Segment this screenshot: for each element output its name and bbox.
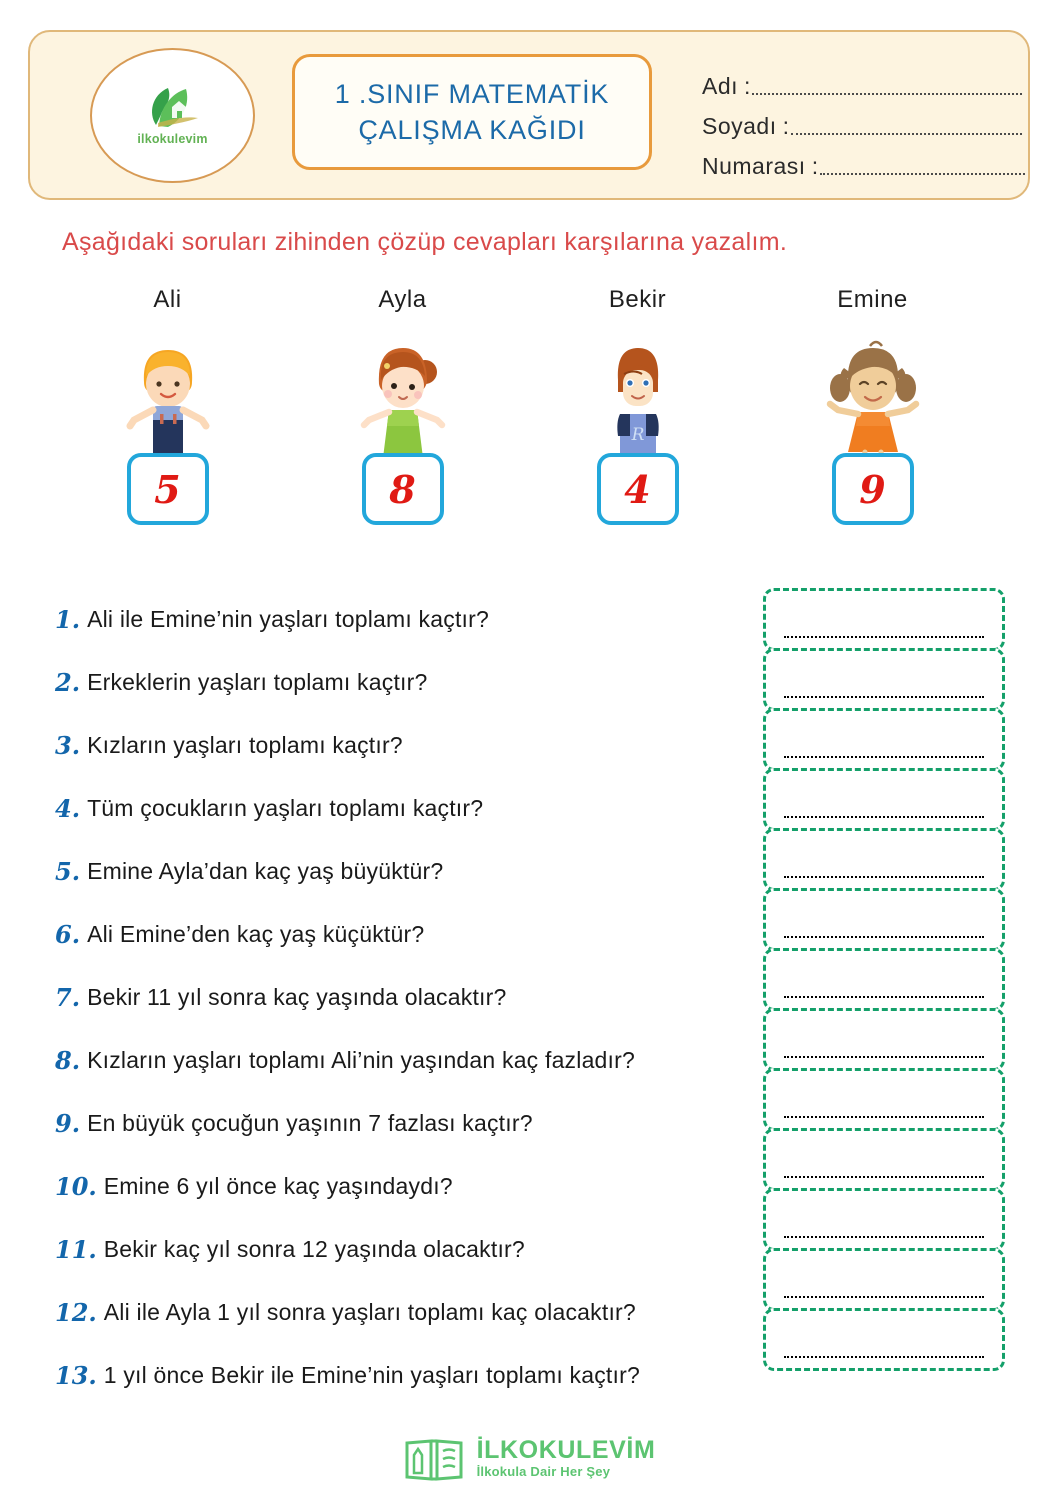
question-text: Tüm çocukların yaşları toplamı kaçtır? — [87, 795, 484, 821]
question-number: 10. — [55, 1172, 97, 1201]
footer-brand-title: İLKOKULEVİM — [476, 1436, 656, 1464]
brand-logo — [90, 48, 255, 183]
question-text: Ali ile Ayla 1 yıl sonra yaşları toplamı kaç olacaktır? — [103, 1299, 636, 1325]
answer-box[interactable] — [763, 1248, 1005, 1311]
brand-logo-text: ilkokulevim — [137, 132, 208, 146]
answer-box[interactable] — [763, 948, 1005, 1011]
number-field-row[interactable] — [702, 140, 1022, 180]
age-box-emine — [832, 453, 914, 525]
answer-box[interactable] — [763, 1068, 1005, 1131]
character-name-bekir: Bekir — [608, 286, 667, 313]
name-field-input[interactable] — [752, 93, 1022, 95]
characters-row — [50, 286, 990, 551]
answer-input[interactable] — [784, 1116, 984, 1118]
answer-input[interactable] — [784, 816, 984, 818]
question-number: 7. — [55, 983, 81, 1012]
surname-field-row[interactable] — [702, 100, 1022, 140]
age-box-bekir — [597, 453, 679, 525]
question-row — [55, 840, 755, 903]
question-text: Emine 6 yıl önce kaç yaşındaydı? — [103, 1173, 453, 1199]
number-field-input[interactable] — [820, 173, 1025, 175]
answer-box[interactable] — [763, 1008, 1005, 1071]
answer-input[interactable] — [784, 996, 984, 998]
question-text: Kızların yaşları toplamı Ali’nin yaşından kaç fazladır? — [87, 1047, 635, 1073]
number-field-colon: : — [811, 153, 819, 179]
age-value-ayla: 8 — [389, 466, 416, 512]
question-row — [55, 1218, 755, 1281]
worksheet-title-box — [292, 54, 652, 170]
answer-input[interactable] — [784, 1356, 984, 1358]
answer-box[interactable] — [763, 588, 1005, 651]
question-number: 8. — [55, 1046, 81, 1075]
name-field-colon: : — [744, 73, 751, 99]
character-illustration-ali — [120, 336, 216, 461]
answer-input[interactable] — [784, 696, 984, 698]
character-emine — [755, 286, 990, 551]
answer-box[interactable] — [763, 1128, 1005, 1191]
answer-box[interactable] — [763, 708, 1005, 771]
worksheet-header — [28, 30, 1030, 200]
question-text: 1 yıl önce Bekir ile Emine’nin yaşları toplamı kaçtır? — [103, 1362, 640, 1388]
question-row — [55, 966, 755, 1029]
answer-box[interactable] — [763, 648, 1005, 711]
question-number: 13. — [55, 1361, 97, 1390]
question-number: 12. — [55, 1298, 97, 1327]
question-row — [55, 714, 755, 777]
character-name-ayla: Ayla — [378, 286, 427, 313]
name-field-row[interactable] — [702, 60, 1022, 100]
question-number: 6. — [55, 920, 81, 949]
character-ayla — [285, 286, 520, 551]
surname-field-input[interactable] — [791, 133, 1022, 135]
number-field-label: Numarası — [702, 153, 806, 179]
character-ali — [50, 286, 285, 551]
age-value-emine: 9 — [859, 466, 886, 512]
question-number: 1. — [55, 605, 81, 634]
question-number: 4. — [55, 794, 81, 823]
answer-box[interactable] — [763, 1188, 1005, 1251]
page-title-line2: ÇALIŞMA KAĞIDI — [358, 115, 586, 145]
answer-input[interactable] — [784, 636, 984, 638]
question-row — [55, 1281, 755, 1344]
age-value-ali: 5 — [154, 466, 181, 512]
character-illustration-emine — [818, 336, 928, 461]
question-row — [55, 1092, 755, 1155]
question-number: 9. — [55, 1109, 81, 1138]
question-text: En büyük çocuğun yaşının 7 fazlası kaçtır? — [87, 1110, 533, 1136]
character-name-emine: Emine — [837, 286, 908, 313]
answer-box[interactable] — [763, 828, 1005, 891]
questions-and-answers — [55, 588, 1005, 1408]
answers-column — [763, 588, 1005, 1368]
answer-box[interactable] — [763, 1308, 1005, 1371]
question-text: Bekir 11 yıl sonra kaç yaşında olacaktır? — [87, 984, 507, 1010]
question-row — [55, 651, 755, 714]
footer-brand — [477, 1437, 656, 1481]
age-value-bekir: 4 — [624, 466, 651, 512]
question-text: Kızların yaşları toplamı kaçtır? — [87, 732, 403, 758]
character-name-ali: Ali — [153, 286, 182, 313]
questions-column — [55, 588, 755, 1407]
answer-input[interactable] — [784, 936, 984, 938]
footer-brand-subtitle: İlkokula Dair Her Şey — [476, 1464, 611, 1479]
svg-text:R: R — [631, 425, 644, 445]
open-book-pencil-icon — [403, 1435, 465, 1483]
answer-input[interactable] — [784, 1056, 984, 1058]
surname-field-colon: : — [782, 113, 789, 139]
character-illustration-ayla — [355, 336, 451, 461]
age-box-ayla — [362, 453, 444, 525]
question-row — [55, 1029, 755, 1092]
question-number: 3. — [55, 731, 81, 760]
answer-input[interactable] — [784, 1176, 984, 1178]
question-row — [55, 1155, 755, 1218]
instruction-text: Aşağıdaki soruları zihinden çözüp cevapları karşılarına yazalım. — [62, 228, 788, 256]
answer-box[interactable] — [763, 768, 1005, 831]
question-text: Ali Emine’den kaç yaş küçüktür? — [87, 921, 425, 947]
question-text: Bekir kaç yıl sonra 12 yaşında olacaktır? — [103, 1236, 525, 1262]
age-box-ali — [127, 453, 209, 525]
question-row — [55, 588, 755, 651]
question-number: 2. — [55, 668, 81, 697]
page-title-line1: 1 .SINIF MATEMATİK — [334, 79, 610, 109]
question-row — [55, 1344, 755, 1407]
question-number: 5. — [55, 857, 81, 886]
question-row — [55, 903, 755, 966]
answer-input[interactable] — [784, 1296, 984, 1298]
answer-input[interactable] — [784, 876, 984, 878]
question-text: Erkeklerin yaşları toplamı kaçtır? — [87, 669, 428, 695]
answer-box[interactable] — [763, 888, 1005, 951]
answer-input[interactable] — [784, 756, 984, 758]
character-illustration-bekir — [590, 336, 686, 461]
character-bekir — [520, 286, 755, 551]
question-number: 11. — [55, 1235, 97, 1264]
question-text: Ali ile Emine’nin yaşları toplamı kaçtır? — [87, 606, 489, 632]
surname-field-label: Soyadı — [702, 113, 777, 139]
question-text: Emine Ayla’dan kaç yaş büyüktür? — [87, 858, 444, 884]
name-field-label: Adı — [702, 73, 739, 99]
question-row — [55, 777, 755, 840]
page-footer — [0, 1435, 1058, 1483]
student-info-fields — [702, 60, 1022, 180]
answer-input[interactable] — [784, 1236, 984, 1238]
leaf-house-logo-icon — [146, 85, 200, 131]
